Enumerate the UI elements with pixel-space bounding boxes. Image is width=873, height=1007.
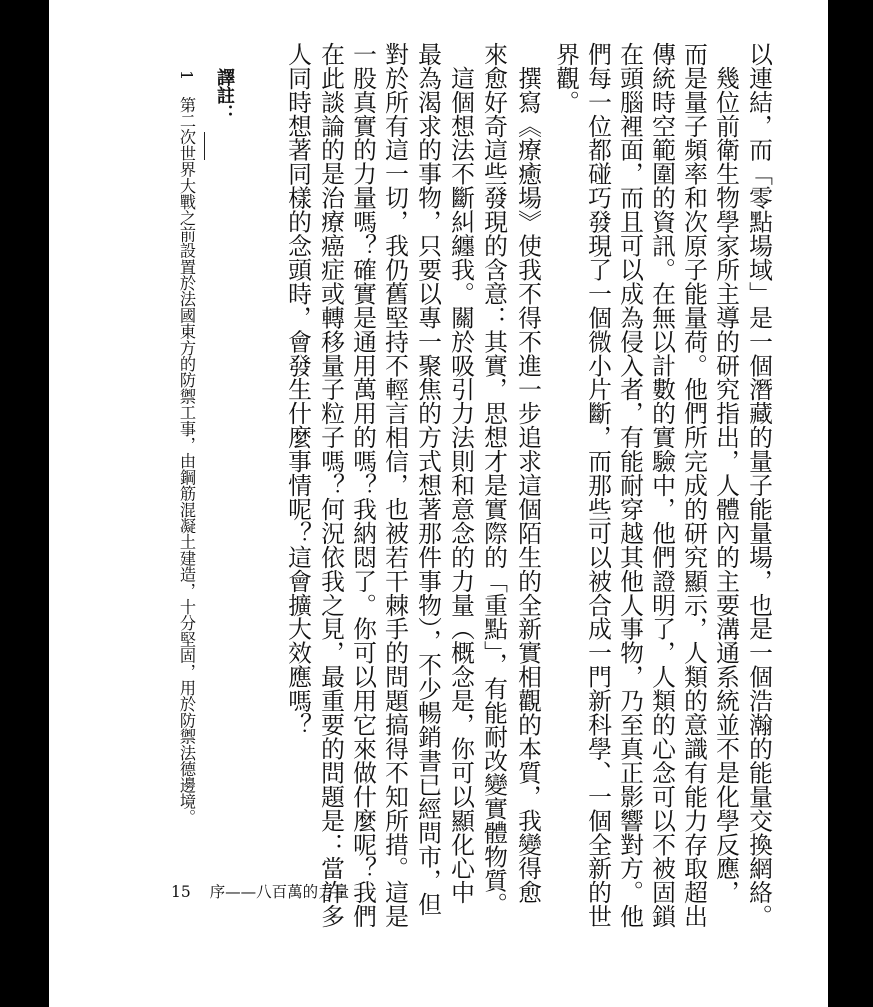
body-line: 幾位前衛生物學家所主導的研究指出，人體內的主要溝通系統並不是化學反應， (712, 42, 740, 905)
body-line: 這個想法不斷糾纏我。關於吸引力法則和意念的力量（概念是，你可以顯化心中 (447, 42, 475, 905)
body-line: 而是量子頻率和次原子能量荷。他們所完成的研究顯示，人類的意識有能力存取超出 (680, 42, 708, 929)
body-line: 最為渴求的事物，只要以專一聚焦的方式想著那件事物），不少暢銷書已經問市，但 (414, 42, 442, 917)
body-line: 人同時想著同樣的念頭時，會發生什麼事情呢？這會擴大效應嗎？ (284, 42, 312, 737)
page-number: 15 (171, 883, 191, 901)
book-page (49, 0, 828, 1007)
footnote-1: 1 第二次世界大戰之前設置於法國東方的防禦工事，由鋼筋混凝土建造，十分堅固，用於防禦法德邊境。 (177, 70, 196, 826)
body-line: 來愈好奇這些發現的含意：其實，思想才是實際的「重點」，有能耐改變實體物質。 (480, 42, 508, 917)
body-line: 在此談論的是治療癌症或轉移量子粒子嗎？何況依我之見，最重要的問題是：當許多 (317, 42, 345, 929)
body-line: 們每一位都碰巧發現了一個微小片斷，而那些可以被合成一門新科學、一個全新的世 (584, 42, 612, 929)
notes-divider (204, 132, 205, 160)
running-title: 序——八百萬的力量 (209, 883, 350, 901)
body-line: 在頭腦裡面，而且可以成為侵入者，有能耐穿越其他人事物，乃至真正影響對方。他 (616, 42, 644, 929)
body-line: 以連結，而「零點場域」是一個潛藏的量子能量場，也是一個浩瀚的能量交換網絡。 (745, 42, 773, 929)
notes-heading: 譯註： (214, 68, 235, 122)
body-line: 對於所有這一切，我仍舊堅持不輕言相信，也被若干棘手的問題搞得不知所措。這是 (381, 42, 409, 929)
page-footer (171, 880, 349, 902)
body-line: 撰寫《療癒場》使我不得不進一步追求這個陌生的全新實相觀的本質，我變得愈 (514, 42, 542, 905)
body-line: 一股真實的力量嗎？確實是通用萬用的嗎？我納悶了。你可以用它來做什麼呢？我們 (349, 42, 377, 929)
body-line: 界觀。 (552, 42, 580, 114)
body-line: 傳統時空範圍的資訊。在無以計數的實驗中，他們證明了，人類的心念可以不被固鎖 (648, 42, 676, 929)
